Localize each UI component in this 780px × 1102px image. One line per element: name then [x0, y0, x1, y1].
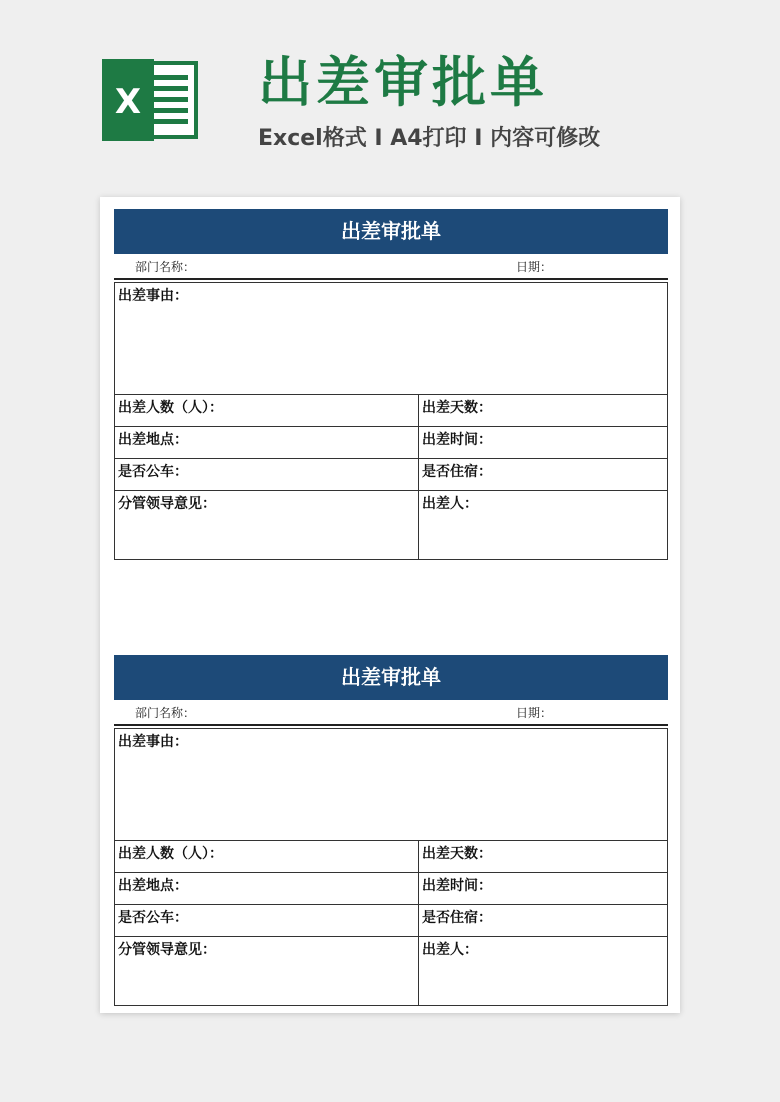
traveler-cell[interactable] [419, 937, 668, 1006]
location-cell[interactable] [115, 427, 419, 459]
approval-form [114, 655, 668, 1006]
people-count-label: 出差人数（人）： [118, 846, 223, 862]
date-label: 日期： [516, 260, 553, 274]
page-subtitle: Excel格式 I A4打印 I 内容可修改 [258, 126, 601, 151]
car-cell[interactable] [115, 905, 419, 937]
reason-cell[interactable] [115, 729, 668, 841]
location-label: 出差地点： [118, 878, 188, 894]
location-label: 出差地点： [118, 432, 188, 448]
days-cell[interactable] [419, 395, 668, 427]
location-cell[interactable] [115, 873, 419, 905]
days-cell[interactable] [419, 841, 668, 873]
form-table [114, 728, 668, 1006]
leader-opinion-label: 分管领导意见： [118, 496, 216, 512]
leader-opinion-cell[interactable] [115, 937, 419, 1006]
reason-cell[interactable] [115, 283, 668, 395]
form-title: 出差审批单 [114, 209, 668, 254]
date-label: 日期： [516, 706, 553, 720]
people-count-label: 出差人数（人）： [118, 400, 223, 416]
lodging-label: 是否住宿： [422, 910, 492, 926]
car-cell[interactable] [115, 459, 419, 491]
reason-label: 出差事由： [118, 734, 188, 750]
form-table [114, 282, 668, 560]
days-label: 出差天数： [422, 400, 492, 416]
reason-label: 出差事由： [118, 288, 188, 304]
leader-opinion-label: 分管领导意见： [118, 942, 216, 958]
excel-icon [100, 55, 200, 143]
form-meta-row [114, 700, 668, 726]
traveler-cell[interactable] [419, 491, 668, 560]
traveler-label: 出差人： [422, 496, 478, 512]
time-label: 出差时间： [422, 432, 492, 448]
car-label: 是否公车： [118, 464, 188, 480]
dept-label: 部门名称： [135, 706, 196, 720]
form-title: 出差审批单 [114, 655, 668, 700]
lodging-cell[interactable] [419, 459, 668, 491]
logo-letter: X [114, 82, 142, 122]
document-page [100, 197, 680, 1013]
car-label: 是否公车： [118, 910, 188, 926]
lodging-label: 是否住宿： [422, 464, 492, 480]
people-count-cell[interactable] [115, 395, 419, 427]
time-cell[interactable] [419, 873, 668, 905]
time-cell[interactable] [419, 427, 668, 459]
leader-opinion-cell[interactable] [115, 491, 419, 560]
traveler-label: 出差人： [422, 942, 478, 958]
dept-label: 部门名称： [135, 260, 196, 274]
page-title: 出差审批单 [258, 51, 548, 114]
approval-form [114, 209, 668, 560]
form-meta-row [114, 254, 668, 280]
days-label: 出差天数： [422, 846, 492, 862]
people-count-cell[interactable] [115, 841, 419, 873]
time-label: 出差时间： [422, 878, 492, 894]
lodging-cell[interactable] [419, 905, 668, 937]
